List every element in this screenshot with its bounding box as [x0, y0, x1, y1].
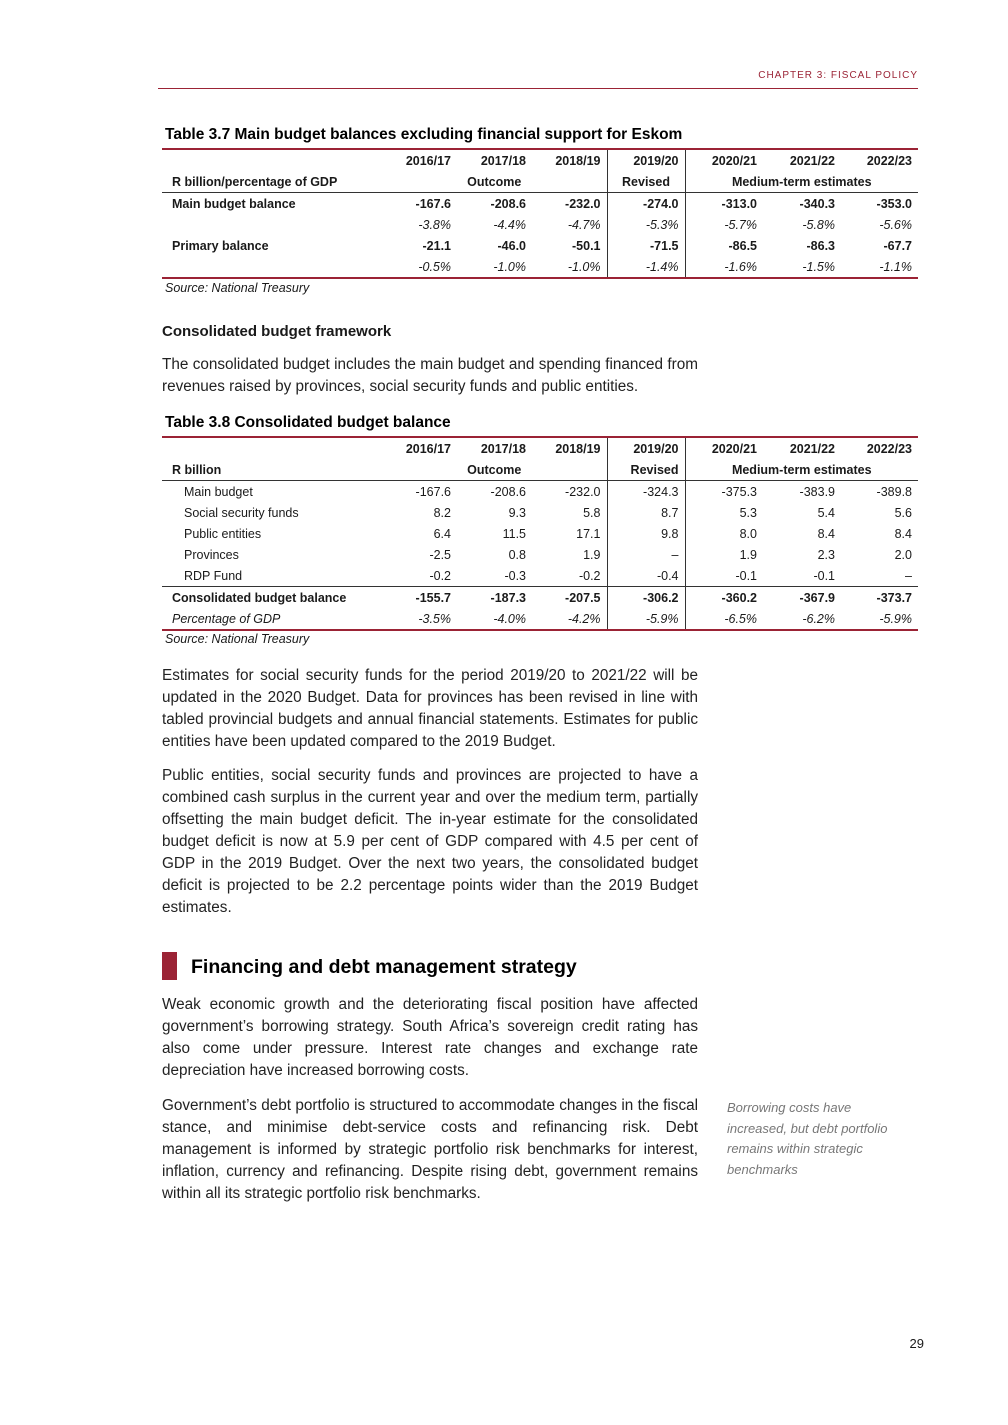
cell: -6.5% — [685, 608, 763, 630]
group-medium-term: Medium-term estimates — [685, 171, 918, 193]
cell: -367.9 — [763, 587, 841, 609]
cell: -4.4% — [493, 217, 526, 232]
cell: -4.7% — [532, 214, 607, 235]
cell: 2.3 — [817, 547, 835, 562]
cell: -375.3 — [721, 484, 757, 499]
group-medium-term: Medium-term estimates — [685, 459, 918, 481]
cell: -167.6 — [415, 196, 451, 211]
margin-note: Borrowing costs have increased, but debt portfolio remains within strategic benchmarks — [727, 1100, 888, 1177]
year-header: 2020/21 — [685, 437, 763, 459]
cell: 6.4 — [433, 526, 451, 541]
cell: -274.0 — [607, 193, 685, 215]
cell: 8.0 — [739, 526, 757, 541]
cell: -0.1 — [735, 568, 757, 583]
cell: -313.0 — [721, 196, 757, 211]
table-3-7-title: Table 3.7 Main budget balances excluding financial support for Eskom — [165, 126, 683, 143]
year-header: 2017/18 — [457, 437, 532, 459]
cell: -3.5% — [382, 608, 457, 630]
row-label: Public entities — [184, 526, 262, 541]
row-label: Main budget balance — [172, 196, 296, 211]
cell: -207.5 — [532, 587, 607, 609]
cell: -232.0 — [532, 481, 607, 503]
section-marker — [162, 952, 177, 980]
cell: -6.2% — [763, 608, 841, 630]
year-header: 2017/18 — [457, 149, 532, 171]
cell: – — [607, 544, 685, 565]
cell: -389.8 — [876, 484, 912, 499]
cell: -232.0 — [532, 193, 607, 215]
year-header: 2019/20 — [607, 149, 685, 171]
cell: -5.9% — [607, 608, 685, 630]
paragraph: Government’s debt portfolio is structured to accommodate changes in the fiscal stance, and minimise debt-service costs and refinancing risk. Debt management is informed by strategic portfolio risk benchmarks for interest, inflation, currency and refinancing. Despite rising debt, government remains within all its strategic portfolio risk benchmarks. — [162, 1097, 698, 1202]
cell: 1.9 — [739, 547, 757, 562]
row-label: Social security funds — [184, 505, 299, 520]
cell: -1.0% — [532, 256, 607, 278]
year-header: 2016/17 — [382, 149, 457, 171]
cell: -383.9 — [799, 484, 835, 499]
group-revised: Revised — [607, 171, 685, 193]
table-row — [162, 481, 918, 503]
cell: -5.6% — [879, 217, 912, 232]
year-header: 2018/19 — [532, 437, 607, 459]
cell: -5.9% — [841, 608, 918, 630]
row-label: RDP Fund — [184, 568, 243, 583]
cell: -1.4% — [607, 256, 685, 278]
group-outcome: Outcome — [382, 459, 607, 481]
table-row — [162, 523, 918, 544]
cell: 5.8 — [532, 502, 607, 523]
cell: -1.6% — [685, 256, 763, 278]
cell: 8.2 — [433, 505, 451, 520]
year-header: 2021/22 — [763, 149, 841, 171]
table-row — [162, 235, 918, 256]
cell: 17.1 — [532, 523, 607, 544]
year-header: 2016/17 — [382, 437, 457, 459]
paragraph: The consolidated budget includes the main budget and spending financed from revenues raised by provinces, social security funds and public entities. — [162, 356, 698, 395]
cell: -2.5 — [429, 547, 451, 562]
year-header: 2019/20 — [607, 437, 685, 459]
cell: 9.3 — [508, 505, 526, 520]
year-header: 2020/21 — [685, 149, 763, 171]
row-label: Percentage of GDP — [162, 608, 382, 630]
group-revised: Revised — [607, 459, 685, 481]
cell: 5.3 — [739, 505, 757, 520]
table-row — [162, 193, 918, 215]
cell: -5.3% — [607, 214, 685, 235]
paragraph: Estimates for social security funds for the period 2019/20 to 2021/22 will be updated in the 2020 Budget. Data for provinces has been revised in line with tabled provincial budgets and annual financial statements. Estimates for public entities have been updated compared to the 2019 Budget. — [162, 667, 698, 750]
cell: -5.7% — [724, 217, 757, 232]
row-label: Main budget — [184, 484, 253, 499]
table-3-7 — [162, 148, 918, 279]
cell: -46.0 — [497, 238, 526, 253]
unit-label: R billion — [162, 459, 382, 481]
table-row — [162, 544, 918, 565]
cell: -86.3 — [806, 238, 835, 253]
total-row — [162, 587, 918, 609]
cell: -4.2% — [532, 608, 607, 630]
table-3-8-title: Table 3.8 Consolidated budget balance — [165, 414, 451, 431]
header-rule — [158, 88, 918, 89]
cell: -0.3 — [504, 568, 526, 583]
cell: -155.7 — [382, 587, 457, 609]
cell: -71.5 — [607, 235, 685, 256]
paragraph: Public entities, social security funds and provinces are projected to have a combined cash surplus in the current year and over the medium term, partially offsetting the main budget deficit. The in-year estimate for the consolidated budget deficit is now at 5.9 per cent of GDP compared with 4.5 per cent of GDP in the 2019 Budget. Over the next two years, the consolidated budget deficit is projected to be 2.2 percentage points wider than the 2019 Budget estimates. — [162, 767, 698, 916]
cell: 8.4 — [894, 526, 912, 541]
table-row — [162, 214, 918, 235]
table-3-8 — [162, 436, 918, 631]
cell: -167.6 — [415, 484, 451, 499]
cell: -360.2 — [685, 587, 763, 609]
table-3-8-source: Source: National Treasury — [165, 632, 310, 646]
table-3-7-source: Source: National Treasury — [165, 281, 310, 295]
cell: 5.6 — [894, 505, 912, 520]
cell: -3.8% — [418, 217, 451, 232]
group-outcome: Outcome — [382, 171, 607, 193]
chapter-header: CHAPTER 3: FISCAL POLICY — [758, 70, 918, 81]
cell: 5.4 — [817, 505, 835, 520]
pct-row — [162, 608, 918, 630]
unit-label: R billion/percentage of GDP — [162, 171, 382, 193]
cell: -1.1% — [841, 256, 918, 278]
cell: -0.2 — [429, 568, 451, 583]
cell: 9.8 — [607, 523, 685, 544]
cell: -324.3 — [607, 481, 685, 503]
cell: -4.0% — [457, 608, 532, 630]
section-heading: Consolidated budget framework — [162, 323, 392, 340]
cell: 11.5 — [502, 526, 526, 541]
table-row — [162, 256, 918, 278]
table-row — [162, 502, 918, 523]
cell: -1.5% — [763, 256, 841, 278]
cell: -0.2 — [532, 565, 607, 587]
cell: -0.4 — [607, 565, 685, 587]
cell: -208.6 — [490, 196, 526, 211]
cell: 0.8 — [508, 547, 526, 562]
row-label: Primary balance — [172, 238, 269, 253]
year-header: 2022/23 — [841, 149, 918, 171]
cell: – — [905, 568, 912, 583]
year-header: 2018/19 — [532, 149, 607, 171]
cell: -67.7 — [883, 238, 912, 253]
cell: 8.7 — [607, 502, 685, 523]
cell: -208.6 — [490, 484, 526, 499]
cell: -373.7 — [841, 587, 918, 609]
cell: -187.3 — [457, 587, 532, 609]
row-label: Consolidated budget balance — [162, 587, 382, 609]
cell: -21.1 — [422, 238, 451, 253]
cell: -353.0 — [876, 196, 912, 211]
section-title: Financing and debt management strategy — [191, 956, 577, 978]
page-number: 29 — [909, 1336, 924, 1351]
cell: -86.5 — [728, 238, 757, 253]
cell: -0.1 — [813, 568, 835, 583]
paragraph: Weak economic growth and the deteriorating fiscal position have affected government’s borrowing strategy. South Africa’s sovereign credit rating has also come under pressure. Interest rate changes and exchange rate depreciation have increased borrowing costs. — [162, 996, 698, 1079]
year-header: 2021/22 — [763, 437, 841, 459]
cell: 1.9 — [532, 544, 607, 565]
row-label: Provinces — [184, 547, 239, 562]
cell: 2.0 — [894, 547, 912, 562]
table-row — [162, 565, 918, 587]
cell: -340.3 — [799, 196, 835, 211]
cell: -1.0% — [457, 256, 532, 278]
year-header: 2022/23 — [841, 437, 918, 459]
cell: -50.1 — [532, 235, 607, 256]
cell: -0.5% — [382, 256, 457, 278]
cell: -5.8% — [802, 217, 835, 232]
cell: 8.4 — [817, 526, 835, 541]
cell: -306.2 — [607, 587, 685, 609]
